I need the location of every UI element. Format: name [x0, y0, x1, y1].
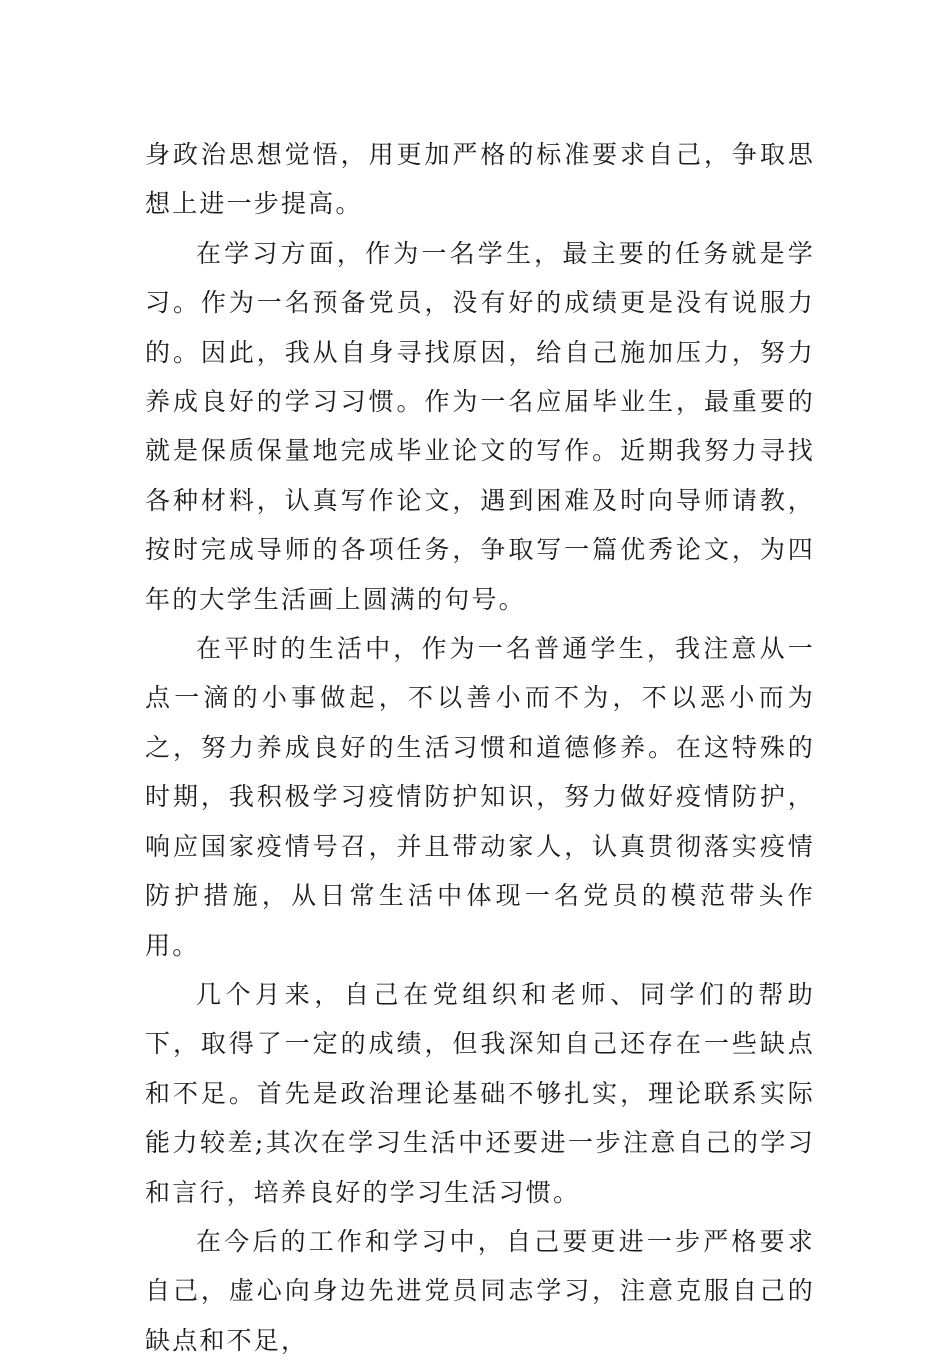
paragraph-shortcomings: 几个月来，自己在党组织和老师、同学们的帮助下，取得了一定的成绩，但我深知自己还存在一些缺点和不足。首先是政治理论基础不够扎实，理论联系实际能力较差;其次在学习生活中还要进一步注意自己的学习和言行，培养良好的学习生活习惯。 — [145, 979, 815, 1207]
paragraph-daily-life: 在平时的生活中，作为一名普通学生，我注意从一点一滴的小事做起，不以善小而不为，不以恶小而为之，努力养成良好的生活习惯和道德修养。在这特殊的时期，我积极学习疫情防护知识，努力做好疫情防护，响应国家疫情号召，并且带动家人，认真贯彻落实疫情防护措施，从日常生活中体现一名党员的模范带头作用。 — [145, 634, 815, 960]
paragraph-continuation: 身政治思想觉悟，用更加严格的标准要求自己，争取思想上进一步提高。 — [145, 140, 815, 219]
paragraph-future: 在今后的工作和学习中，自己要更进一步严格要求自己，虚心向身边先进党员同志学习，注意克服自己的缺点和不足， — [145, 1226, 815, 1355]
document-body — [145, 130, 815, 1365]
paragraph-study: 在学习方面，作为一名学生，最主要的任务就是学习。作为一名预备党员，没有好的成绩更是没有说服力的。因此，我从自身寻找原因，给自己施加压力，努力养成良好的学习习惯。作为一名应届毕业生，最重要的就是保质保量地完成毕业论文的写作。近期我努力寻找各种材料，认真写作论文，遇到困难及时向导师请教，按时完成导师的各项任务，争取写一篇优秀论文，为四年的大学生活画上圆满的句号。 — [145, 238, 815, 614]
